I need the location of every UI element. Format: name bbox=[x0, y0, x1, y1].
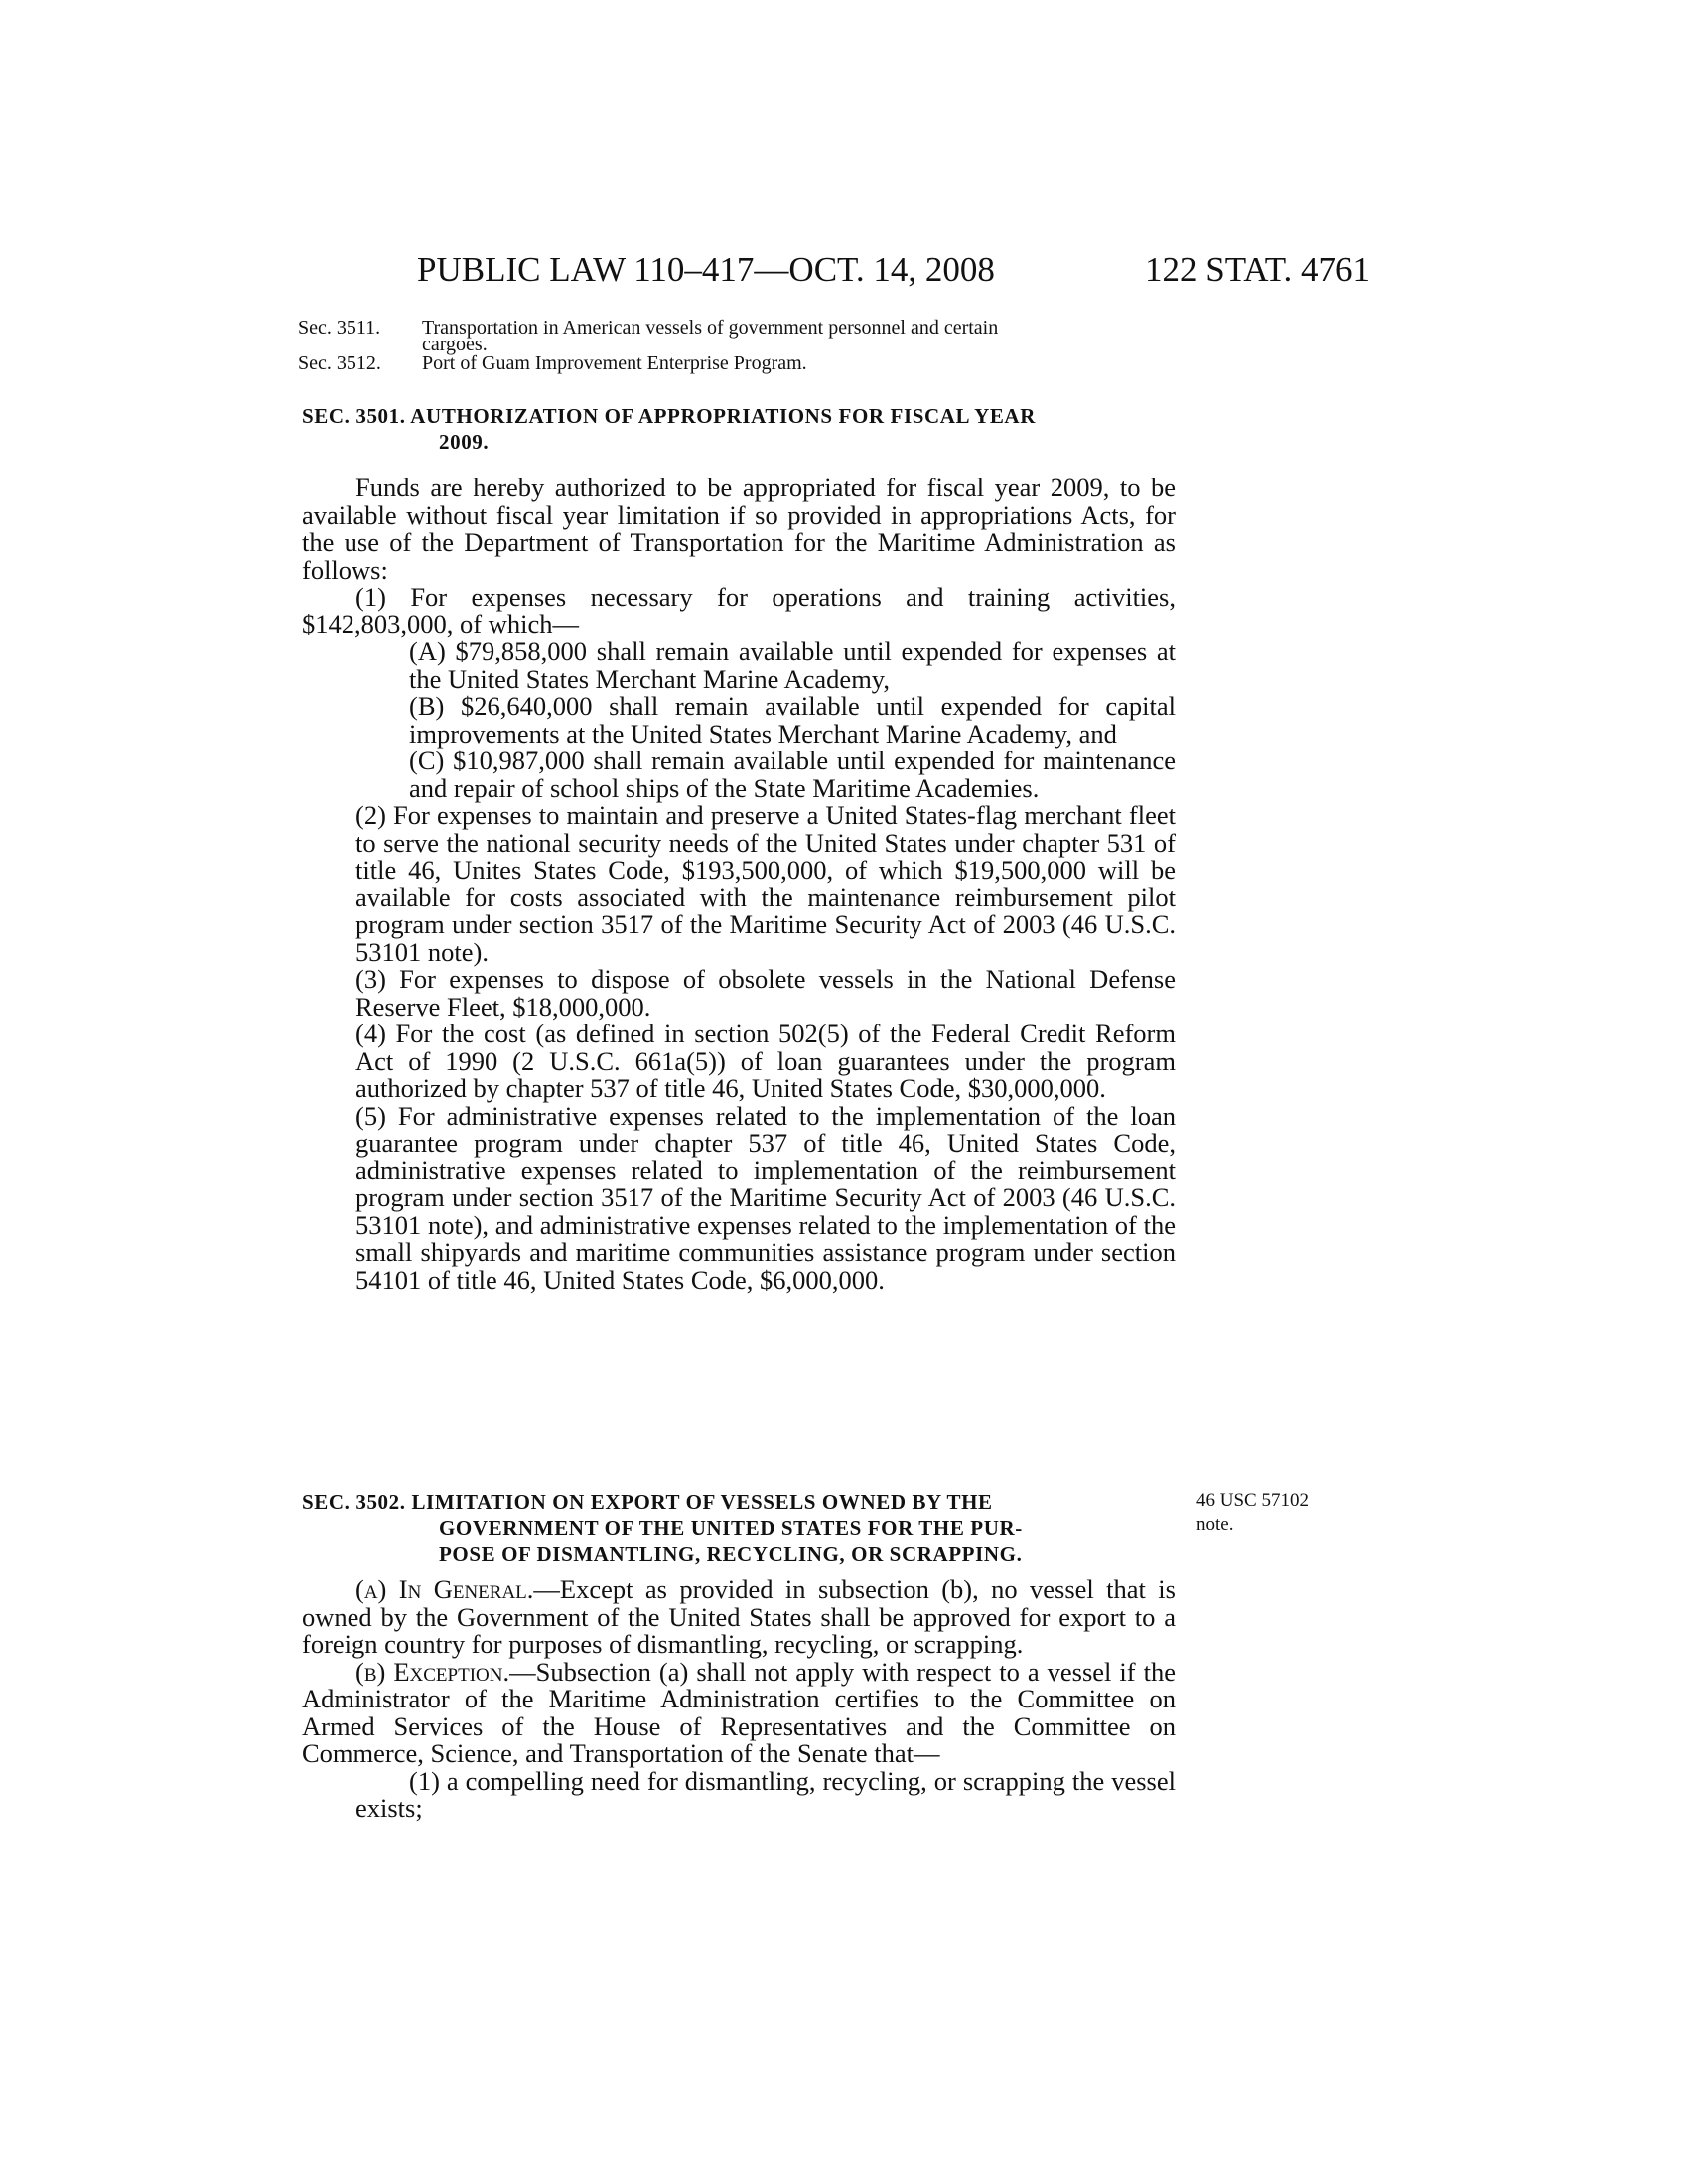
section-3501-heading bbox=[302, 403, 1176, 455]
statute-page-number: 122 STAT. 4761 bbox=[1145, 250, 1370, 289]
subsection-b-label: (b) Exception. bbox=[355, 1656, 510, 1687]
margin-note-suffix: note. bbox=[1196, 1514, 1234, 1535]
public-law-title: PUBLIC LAW 110–417—OCT. 14, 2008 bbox=[417, 250, 995, 289]
subsection-a-text: —Except as provided in subsection (b), no vessel that is owned by the Government of the United States shall be approved for export to a foreign country for purposes of dismantling, recycling, or scrapping. bbox=[302, 1574, 1176, 1659]
section-3502 bbox=[302, 1489, 1176, 1823]
paragraph-1-b bbox=[302, 693, 1176, 748]
toc-section-number: Sec. 3511. bbox=[298, 317, 381, 339]
toc-section-title: Port of Guam Improvement Enterprise Program. bbox=[422, 352, 807, 374]
section-3501-body bbox=[302, 475, 1176, 1294]
heading-line: POSE OF DISMANTLING, RECYCLING, OR SCRAPPING. bbox=[439, 1542, 1023, 1566]
paragraph-5: (5) For administrative expenses related to the implementation of the loan guarantee program under chapter 537 of title 46, United States Code, administrative expenses related to implementation of the reimbursement program under section 3517 of the Maritime Security Act of 2003 (46 U.S.C. 53101 note), and administrative expenses related to the implementation of the small shipyards and maritime communities assistance program under section 54101 of title 46, United States Code, $6,000,000. bbox=[355, 1100, 1176, 1295]
toc-entry-3512 bbox=[298, 351, 1192, 376]
paragraph-1-b-text: (B) $26,640,000 shall remain available until expended for capital improvements at the United States Merchant Marine Academy, and bbox=[409, 691, 1176, 749]
heading-line: GOVERNMENT OF THE UNITED STATES FOR THE PUR- bbox=[439, 1516, 1023, 1540]
margin-note bbox=[1196, 1489, 1375, 1537]
heading-line: SEC. 3501. AUTHORIZATION OF APPROPRIATIONS FOR FISCAL YEAR bbox=[302, 404, 1036, 428]
subsection-b-paragraph-1: (1) a compelling need for dismantling, recycling, or scrapping the vessel exists; bbox=[355, 1765, 1176, 1823]
subsection-b bbox=[302, 1656, 1176, 1768]
subsection-b-text: —Subsection (a) shall not apply with respect to a vessel if the Administrator of the Maritime Administration certifies to the Committee on Armed Services of the House of Representatives and the Committee on Commerce, Science, and Transportation of the Senate that— bbox=[302, 1656, 1176, 1768]
toc-section-number: Sec. 3512. bbox=[298, 352, 381, 374]
running-head bbox=[417, 246, 1370, 294]
toc-section-title-continued: cargoes. bbox=[422, 334, 488, 355]
section-3501 bbox=[302, 403, 1176, 1294]
paragraph-4: (4) For the cost (as defined in section 502(5) of the Federal Credit Reform Act of 1990 (2 U.S.C. 661a(5)) of loan guarantees under the program authorized by chapter 537 of title 46, United States Code, $30,000,000. bbox=[355, 1019, 1176, 1103]
margin-note-citation: 46 USC 57102 bbox=[1196, 1490, 1309, 1511]
heading-line: 2009. bbox=[439, 430, 490, 454]
heading-line: SEC. 3502. LIMITATION ON EXPORT OF VESSELS OWNED BY THE bbox=[302, 1490, 993, 1514]
toc-section-title: Transportation in American vessels of government personnel and certain bbox=[422, 317, 999, 339]
paragraph-2: (2) For expenses to maintain and preserve a United States-flag merchant fleet to serve the national security needs of the United States under chapter 531 of title 46, Unites States Code, $193,500,000, of which $19,500,000 will be available for costs associated with the maintenance reimbursement pilot program under section 3517 of the Maritime Security Act of 2003 (46 U.S.C. 53101 note). bbox=[355, 800, 1176, 967]
table-of-contents bbox=[298, 316, 1192, 376]
paragraph-1-c bbox=[302, 748, 1176, 802]
paragraph-3: (3) For expenses to dispose of obsolete vessels in the National Defense Reserve Fleet, $18,000,000. bbox=[355, 964, 1176, 1022]
section-3502-heading bbox=[302, 1489, 1176, 1567]
section-3502-body bbox=[302, 1576, 1176, 1823]
paragraph-1: (1) For expenses necessary for operations and training activities, $142,803,000, of which— bbox=[302, 582, 1176, 639]
paragraph-1-a-text: (A) $79,858,000 shall remain available until expended for expenses at the United States Merchant Marine Academy, bbox=[409, 636, 1176, 694]
paragraph-1-c-text: (C) $10,987,000 shall remain available until expended for maintenance and repair of school ships of the State Maritime Academies. bbox=[409, 746, 1176, 803]
subsection-a-label: (a) In General. bbox=[355, 1574, 534, 1604]
paragraph-intro: Funds are hereby authorized to be appropriated for fiscal year 2009, to be available without fiscal year limitation if so provided in appropriations Acts, for the use of the Department of Transportation for the Maritime Administration as follows: bbox=[302, 473, 1176, 585]
subsection-a bbox=[302, 1576, 1176, 1659]
paragraph-1-a bbox=[302, 638, 1176, 693]
